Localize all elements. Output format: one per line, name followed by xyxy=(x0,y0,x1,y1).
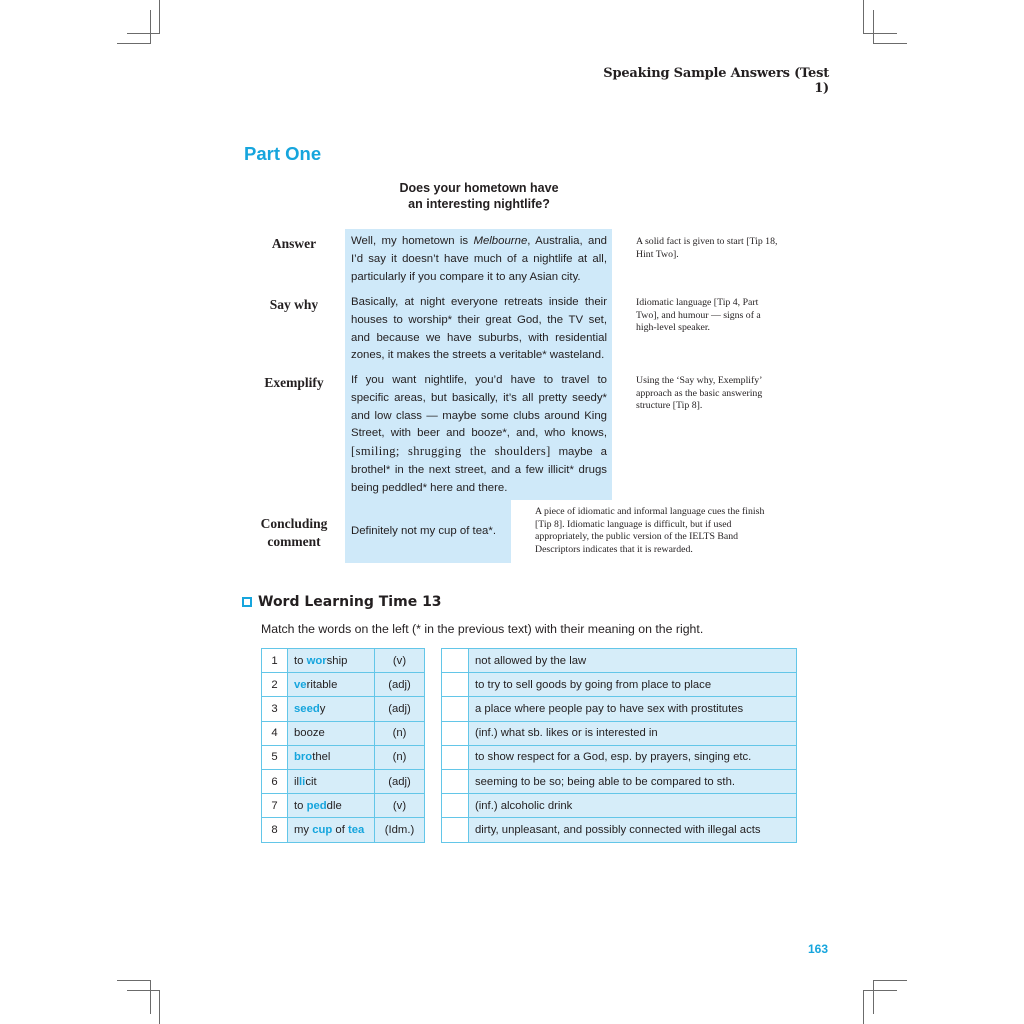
running-head: Speaking Sample Answers (Test 1) xyxy=(603,66,829,96)
word-row xyxy=(262,721,425,745)
word-number: 8 xyxy=(262,818,288,842)
meaning-row xyxy=(442,721,797,745)
part-of-speech: (adj) xyxy=(375,769,425,793)
question-line-2: an interesting nightlife? xyxy=(408,197,550,211)
word-row xyxy=(262,649,425,673)
row-label-answer: Answer xyxy=(271,236,317,251)
meaning-row xyxy=(442,697,797,721)
note-concluding: A piece of idiomatic and informal language cues the finish [Tip 8]. Idiomatic language is difficult, but if used appropriately, the public version of the IELTS Band Descriptors indicates that it is rewarded. xyxy=(535,506,765,555)
meaning-text: a place where people pay to have sex with prostitutes xyxy=(469,697,797,721)
part-of-speech: (n) xyxy=(375,745,425,769)
word-term: seedy xyxy=(288,697,375,721)
word-number: 6 xyxy=(262,769,288,793)
page-number: 163 xyxy=(808,942,829,956)
word-number: 7 xyxy=(262,794,288,818)
answer-blank[interactable] xyxy=(442,673,469,697)
word-term: veritable xyxy=(288,673,375,697)
meaning-text: to show respect for a God, esp. by prayers, singing etc. xyxy=(469,745,797,769)
part-title: Part One xyxy=(244,143,322,164)
word-term: illicit xyxy=(288,769,375,793)
word-number: 2 xyxy=(262,673,288,697)
meaning-text: (inf.) what sb. likes or is interested in xyxy=(469,721,797,745)
part-of-speech: (n) xyxy=(375,721,425,745)
part-of-speech: (v) xyxy=(375,794,425,818)
answer-blank[interactable] xyxy=(442,649,469,673)
word-term: to worship xyxy=(288,649,375,673)
word-term: to peddle xyxy=(288,794,375,818)
meaning-row xyxy=(442,745,797,769)
concluding-text: Definitely not my cup of tea*. xyxy=(351,525,496,537)
note-answer: A solid fact is given to start [Tip 18, Hint Two]. xyxy=(636,236,778,260)
question-line-1: Does your hometown have xyxy=(399,181,559,195)
word-learning-title: Word Learning Time 13 xyxy=(242,594,442,610)
meaning-text: not allowed by the law xyxy=(469,649,797,673)
meaning-row xyxy=(442,649,797,673)
answer-blank[interactable] xyxy=(442,769,469,793)
word-row xyxy=(262,673,425,697)
meaning-row xyxy=(442,673,797,697)
word-row xyxy=(262,794,425,818)
answer-blank[interactable] xyxy=(442,818,469,842)
word-term: my cup of tea xyxy=(288,818,375,842)
answer-text: Well, my hometown is Melbourne, Australia, and I’d say it doesn’t have much of a nightlife at all, particularly if you compare it to any Asian city. xyxy=(351,235,607,283)
meaning-row xyxy=(442,794,797,818)
part-of-speech: (v) xyxy=(375,649,425,673)
part-of-speech: (Idm.) xyxy=(375,818,425,842)
meanings-table xyxy=(441,648,797,843)
checkbox-icon xyxy=(242,597,252,607)
say-why-text: Basically, at night everyone retreats inside their houses to worship* their great God, the TV set, and because we have suburbs, with residential zones, it makes the streets a veritable* wasteland. xyxy=(351,296,607,362)
answer-blank[interactable] xyxy=(442,745,469,769)
meaning-text: seeming to be so; being able to be compared to sth. xyxy=(469,769,797,793)
word-number: 3 xyxy=(262,697,288,721)
question-heading xyxy=(360,180,598,212)
part-of-speech: (adj) xyxy=(375,673,425,697)
row-label-exemplify: Exemplify xyxy=(264,375,324,390)
answer-blank[interactable] xyxy=(442,721,469,745)
words-table xyxy=(261,648,425,843)
meaning-row xyxy=(442,769,797,793)
word-term: brothel xyxy=(288,745,375,769)
note-exemplify: Using the ‘Say why, Exemplify’ approach as the basic answering structure [Tip 8]. xyxy=(636,375,763,412)
city-name: Melbourne xyxy=(473,235,528,247)
meaning-text: (inf.) alcoholic drink xyxy=(469,794,797,818)
meaning-text: dirty, unpleasant, and possibly connected with illegal acts xyxy=(469,818,797,842)
meaning-text: to try to sell goods by going from place to place xyxy=(469,673,797,697)
answer-blank[interactable] xyxy=(442,794,469,818)
stage-direction: [smiling; shrugging the shoulders] xyxy=(351,444,551,459)
note-say-why: Idiomatic language [Tip 4, Part Two], and humour — signs of a high-level speaker. xyxy=(636,297,761,334)
word-number: 5 xyxy=(262,745,288,769)
part-of-speech: (adj) xyxy=(375,697,425,721)
word-row xyxy=(262,818,425,842)
word-row xyxy=(262,769,425,793)
instructions: Match the words on the left (* in the previous text) with their meaning on the right. xyxy=(261,622,704,636)
word-number: 1 xyxy=(262,649,288,673)
exemplify-text: If you want nightlife, you’d have to travel to specific areas, but basically, it’s all pretty seedy* and low class — maybe some clubs around King Street, with beer and booze*, and, who knows, [smiling; shrugging the shoulders] maybe a brothel* in the next street, and a few illicit* drugs being peddled* here and there. xyxy=(351,374,607,494)
row-label-say-why: Say why xyxy=(269,297,319,312)
word-row xyxy=(262,745,425,769)
answer-blank[interactable] xyxy=(442,697,469,721)
meaning-row xyxy=(442,818,797,842)
word-row xyxy=(262,697,425,721)
word-number: 4 xyxy=(262,721,288,745)
row-label-concluding-comment: Concluding comment xyxy=(260,516,328,549)
word-term: booze xyxy=(288,721,375,745)
